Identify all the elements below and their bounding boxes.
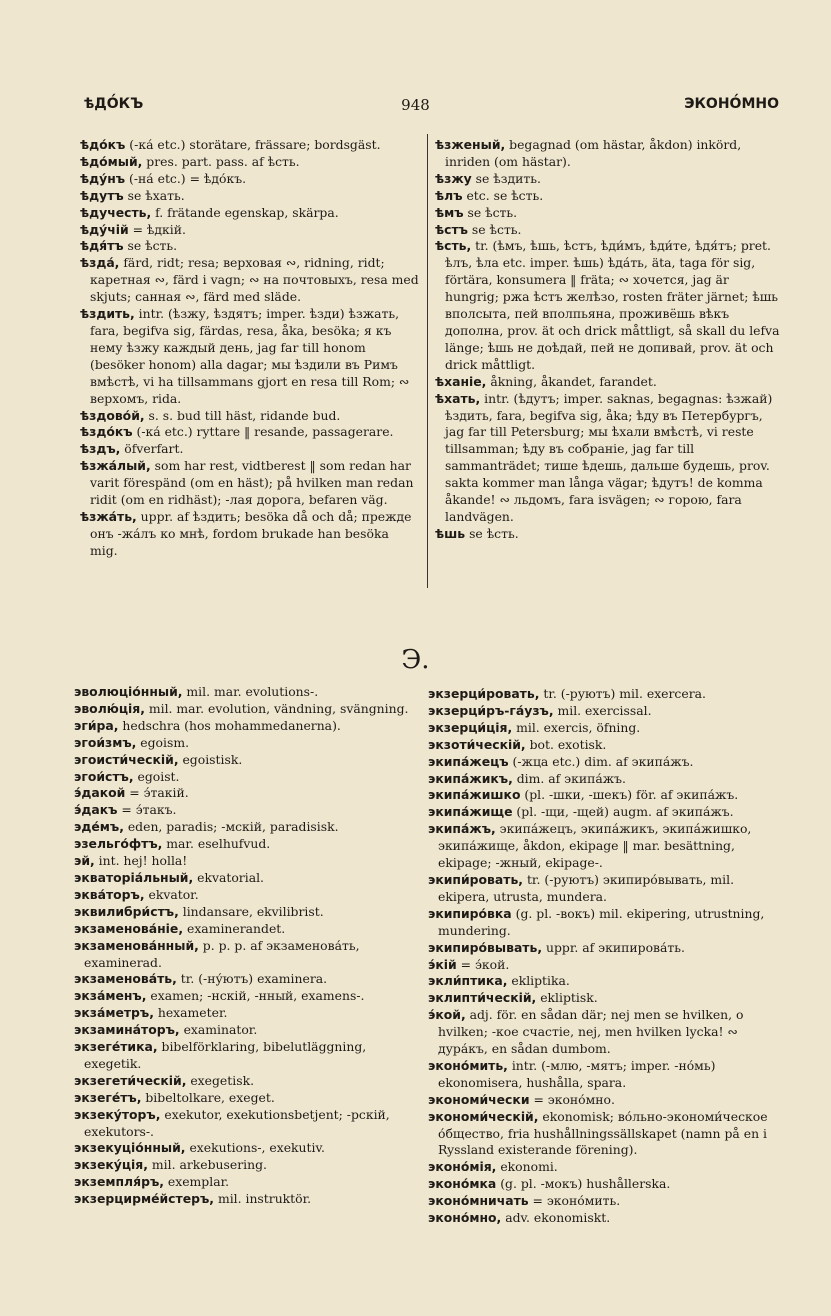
entry-headword: экзаменова́ніе, [74,920,184,936]
dictionary-entry [74,1073,416,1090]
entry-headword: экзеку́ція, [74,1157,148,1173]
entry-headword: экземпля́ръ, [74,1174,164,1190]
entry-headword: ѣдучесть, [80,204,152,220]
entry-definition: hexameter. [153,1005,228,1021]
entry-definition: exekutions-, exekutiv. [185,1140,325,1156]
entry-definition: (-на́ etc.) = ѣдо́къ. [125,170,247,186]
dictionary-entry [428,787,780,804]
entry-definition: = э́кой. [456,956,510,972]
dictionary-entry [428,771,780,788]
entry-headword: экваторіа́льный, [74,869,194,885]
entry-headword: эконо́мно, [428,1210,502,1226]
entry-headword: эконо́мить, [428,1057,508,1073]
dictionary-entry [74,1174,416,1191]
entry-headword: э́кій [428,956,457,972]
entry-headword: ѣздово́й, [80,407,145,423]
entry-headword: экзоти́ческій, [428,736,526,752]
entry-definition: se ѣсть. [467,221,522,237]
entry-definition: uppr. af экипирова́ть. [542,939,685,955]
entry-definition: tr. (-руютъ) mil. exercera. [539,686,706,701]
entry-definition: mil. exercis, öfning. [512,719,641,735]
entry-headword: экзегети́ческій, [74,1072,187,1088]
dictionary-entry [428,872,780,906]
column-divider [427,134,428,588]
entry-definition: examen; -нскій, -нный, examens-. [146,988,365,1004]
entry-headword: экипи́ровать, [428,871,523,887]
entry-headword: экипа́жище [428,804,513,820]
entry-definition: tr. (ѣмъ, ѣшь, ѣстъ, ѣди́мъ, ѣди́те, ѣдя́тъ; pret. ѣлъ, ѣла etc. imper. ѣшь) ѣда́ть, äta, taga för sig, förtära, konsumera ‖ fräta; ∾ хочется, jag är hungrig; ржа ѣстъ желѣзо, rosten fräter järnet; ѣшь вполсыта, пей вполпьяна, проживёшь вѣкъ дополна, prov. ät och drick måttligt, så skall du lefva länge; ѣшь не доѣдай, пей не допивай, prov. ät och drick måttligt. [445,238,780,372]
entry-definition: (g. pl. -вокъ) mil. ekipering, utrustning, mundering. [438,905,765,938]
entry-definition: begagnad (om hästar, åkdon) inkörd, inriden (om hästar). [445,137,742,169]
entry-definition: exegetisk. [186,1072,255,1088]
entry-definition: экипа́жецъ, экипа́жикъ, экипа́жишко, экипа́жище, åkdon, ekipage ‖ mar. besättning, ekipage; -жный, ekipage-. [438,821,752,871]
entry-definition: examinator. [179,1022,258,1038]
entry-definition: ekliptisk. [536,990,598,1006]
entry-headword: экзерци́ровать, [428,686,540,701]
dictionary-entry [74,1090,416,1107]
entry-headword: эволюціо́нный, [74,684,183,699]
dictionary-entry [74,1157,416,1174]
dictionary-entry [74,836,416,853]
dictionary-entry [428,804,780,821]
entry-definition: som har rest, vidtberest ‖ som redan har varit förespänd (om en häst); på hvilken man redan ridit (om en ridhäst); -лая дорога, befaren väg. [90,458,414,508]
dictionary-entry [428,990,780,1007]
entry-definition: adv. ekonomiskt. [501,1210,611,1226]
entry-definition: etc. se ѣсть. [462,187,544,203]
entry-definition: p. p. p. af экзаменова́ть, examinerad. [84,937,360,970]
entry-headword: экзаменова́ть, [74,971,177,987]
dictionary-entry [428,1092,780,1109]
entry-headword: э́кой, [428,1007,466,1023]
entry-headword: ѣмъ [435,204,464,220]
entry-headword: ѣзжа́ть, [80,508,137,524]
column-bottom-left [74,684,416,1208]
entry-definition: mil. mar. evolutions-. [182,684,319,699]
entry-headword: эволю́ція, [74,700,145,716]
entry-headword: эконо́мка [428,1176,497,1192]
dictionary-entry [80,458,420,509]
entry-definition: dim. af экипа́жъ. [512,770,626,786]
dictionary-entry [80,255,420,306]
entry-headword: эде́мъ, [74,819,124,835]
dictionary-entry [80,222,420,239]
dictionary-entry [428,906,780,940]
entry-definition: ekonomi. [496,1159,558,1175]
entry-headword: экзерцирме́йстеръ, [74,1191,214,1207]
entry-definition: egoist. [133,768,180,784]
dictionary-entry [80,306,420,407]
entry-definition: bibeltolkare, exeget. [141,1089,275,1105]
page-number: 948 [401,96,430,114]
column-top-left [80,137,420,560]
dictionary-entry [428,737,780,754]
dictionary-entry [74,988,416,1005]
dictionary-entry [80,238,420,255]
running-head-left: ѣДО́КЪ [84,96,144,112]
dictionary-entry [74,1022,416,1039]
entry-definition: pres. part. pass. af ѣсть. [142,153,300,169]
dictionary-entry [435,391,783,526]
dictionary-entry [435,188,783,205]
entry-definition: = э́такій. [125,785,189,801]
dictionary-entry [74,1005,416,1022]
dictionary-entry [74,887,416,904]
entry-definition: ekliptika. [507,973,570,989]
dictionary-entry [80,408,420,425]
dictionary-entry [428,1058,780,1092]
dictionary-entry [74,701,416,718]
dictionary-entry [80,205,420,222]
dictionary-entry [80,509,420,560]
entry-definition: (-жца etc.) dim. af экипа́жъ. [508,753,694,769]
entry-headword: ѣздъ, [80,441,121,457]
entry-definition: bot. exotisk. [525,736,607,752]
entry-headword: ѣзжа́лый, [80,458,151,474]
dictionary-entry [428,1193,780,1210]
dictionary-entry [80,137,420,154]
dictionary-entry [74,819,416,836]
dictionary-entry [80,441,420,458]
dictionary-entry [428,686,780,703]
entry-headword: экипа́жишко [428,787,521,803]
entry-headword: экипиро́вывать, [428,939,543,955]
entry-headword: эзельго́фтъ, [74,836,163,852]
entry-headword: ѣзжу [435,170,472,186]
entry-definition: int. hej! holla! [94,853,188,869]
entry-definition: hedschra (hos mohammedanerna). [118,717,341,733]
entry-headword: эконо́мничать [428,1193,529,1209]
dictionary-entry [428,703,780,720]
dictionary-entry [74,785,416,802]
dictionary-entry [74,1107,416,1141]
dictionary-entry [74,938,416,972]
entry-definition: ekvator. [144,886,199,902]
dictionary-entry [74,802,416,819]
entry-headword: э́дакъ [74,802,118,818]
entry-headword: эй, [74,853,95,869]
dictionary-entry [428,1176,780,1193]
dictionary-entry [74,904,416,921]
entry-headword: экзеге́тъ, [74,1089,142,1105]
entry-definition: intr. (-млю, -мятъ; imper. -но́мь) ekonomisera, hushålla, spara. [438,1057,716,1090]
entry-headword: ѣшь [435,525,466,541]
entry-headword: экли́птика, [428,973,508,989]
entry-headword: экипа́жикъ, [428,770,513,786]
entry-definition: tr. (-ну́ютъ) examinera. [176,971,328,987]
entry-headword: экзамина́торъ, [74,1022,180,1038]
dictionary-entry [428,1210,780,1227]
entry-definition: f. frätande egenskap, skärpa. [151,204,339,220]
entry-definition: se ѣсть. [123,238,178,254]
dictionary-entry [428,821,780,872]
dictionary-entry [74,718,416,735]
entry-headword: эклипти́ческій, [428,990,537,1006]
entry-definition: mar. eselhufvud. [162,836,271,852]
entry-definition: se ѣздить. [471,170,541,186]
entry-definition: se ѣхать. [123,187,185,203]
entry-headword: экза́метръ, [74,1005,154,1021]
entry-definition: åkning, åkandet, farandet. [486,373,657,389]
entry-definition: se ѣсть. [465,525,519,541]
dictionary-entry [435,526,783,543]
entry-headword: ѣдо́мый, [80,153,143,169]
entry-definition: mil. instruktör. [214,1191,312,1207]
dictionary-entry [428,1109,780,1160]
entry-headword: ѣхать, [435,390,481,406]
entry-definition: lindansare, ekvilibrist. [178,903,324,919]
entry-headword: ѣдо́къ [80,137,126,152]
dictionary-entry [74,921,416,938]
entry-headword: эгоисти́ческій, [74,751,179,767]
entry-headword: экипа́жъ, [428,821,496,837]
dictionary-entry [80,171,420,188]
dictionary-entry [435,205,783,222]
entry-headword: ѣдя́тъ [80,238,124,254]
entry-headword: ѣсть, [435,238,472,254]
dictionary-entry [428,940,780,957]
entry-headword: ѣзженый, [435,137,506,152]
entry-definition: ekvatorial. [193,869,264,885]
dictionary-entry [74,735,416,752]
entry-headword: экономи́ческій, [428,1108,539,1124]
dictionary-entry [74,769,416,786]
entry-definition: = эконо́мить. [528,1193,621,1209]
entry-definition: exemplar. [163,1174,230,1190]
dictionary-entry [428,1159,780,1176]
entry-definition: adj. för. en sådan där; nej men se hvilken, o hvilken; -кое счастіе, nej, men hvilken lycka! ∾ дура́къ, en sådan dumbom. [438,1007,744,1057]
dictionary-entry [74,1039,416,1073]
dictionary-entry [74,752,416,769]
entry-definition: bibelförklaring, bibelutläggning, exegetik. [84,1039,367,1071]
dictionary-entry [428,1007,780,1058]
entry-definition: egoism. [136,734,190,750]
entry-headword: экза́менъ, [74,988,147,1004]
entry-headword: экзерци́ція, [428,719,513,735]
dictionary-entry [74,1140,416,1157]
entry-headword: ѣзда́, [80,255,120,271]
entry-definition: intr. (ѣзжу, ѣздятъ; imper. ѣзди) ѣзжать, fara, begifva sig, färdas, resa, åka, besöka; я къ нему ѣзжу каждый день, jag far till honom (besöker honom) alla dagar; мы ѣздили въ Римъ вмѣстѣ, vi ha tillsammans gjort en resa till Rom; ∾ верхомъ, rida. [90,306,410,406]
entry-definition: = эконо́мно. [529,1091,615,1107]
entry-headword: экзерци́ръ-га́узъ, [428,702,554,718]
section-letter: Э. [401,645,430,675]
running-head-right: ЭКОНО́МНО [684,96,779,112]
entry-headword: ѣстъ [435,221,468,237]
dictionary-entry [80,424,420,441]
entry-definition: examinerandet. [183,920,286,936]
dictionary-entry [435,374,783,391]
entry-headword: ѣду́нъ [80,170,126,186]
entry-definition: intr. (ѣдутъ; imper. saknas, begagnas: ѣзжай) ѣздить, fara, begifva sig, åka; ѣду въ Петербургъ, jag far till Petersburg; мы ѣхали вмѣстѣ, vi reste tillsamman; ѣду въ собраніе, jag far till sammanträdet; тише ѣдешь, дальше будешь, prov. sakta kommer man långa vägar; ѣдутъ! de komma åkande! ∾ льдомъ, fara isvägen; ∾ горою, fara landvägen. [445,390,773,524]
dictionary-entry [435,238,783,373]
dictionary-entry [74,971,416,988]
entry-headword: ѣздо́къ [80,424,133,440]
entry-headword: ѣлъ [435,187,463,203]
dictionary-entry [435,171,783,188]
entry-headword: э́дакой [74,785,126,801]
entry-definition: se ѣсть. [463,204,518,220]
entry-definition: ekonomisk; во́льно-экономи́ческое о́бщество, fria hushållningssällskapet (namn på en i Ryssland existerande förening). [438,1108,768,1158]
entry-headword: эгои́змъ, [74,734,137,750]
entry-definition: färd, ridt; resa; верховая ∾, ridning, ridt; каретная ∾, färd i vagn; ∾ на почтовыхъ, resa med skjuts; санная ∾, färd med släde. [90,255,419,305]
column-top-right [435,137,783,543]
entry-definition: tr. (-руютъ) экипиро́вывать, mil. ekipera, utrusta, mundera. [438,871,735,904]
dictionary-entry [428,957,780,974]
entry-definition: = ѣдкій. [128,221,186,237]
dictionary-entry [435,137,783,171]
entry-headword: ѣду́чій [80,221,129,237]
column-bottom-right [428,686,780,1227]
entry-headword: эквилибри́стъ, [74,903,179,919]
entry-headword: эконо́мія, [428,1159,497,1175]
entry-headword: эква́торъ, [74,886,145,902]
dictionary-entry [80,154,420,171]
dictionary-entry [74,853,416,870]
dictionary-entry [74,870,416,887]
entry-headword: экзеге́тика, [74,1039,158,1055]
entry-headword: ѣдутъ [80,187,124,203]
entry-definition: mil. arkebusering. [147,1157,267,1173]
entry-headword: ѣханіе, [435,373,487,389]
dictionary-entry [74,1191,416,1208]
entry-definition: egoistisk. [178,751,243,767]
entry-definition: uppr. af ѣздить; besöka då och då; прежде онъ -жа́лъ ко мнѣ, fordom brukade han besöka mig. [90,508,412,558]
entry-definition: (-ка́ etc.) ryttare ‖ resande, passagerare. [132,424,394,440]
dictionary-entry [428,754,780,771]
dictionary-entry [435,222,783,239]
entry-headword: экономи́чески [428,1091,530,1107]
dictionary-entry [428,720,780,737]
entry-definition: (pl. -шки, -шекъ) för. af экипа́жъ. [520,787,739,803]
entry-headword: экзеку́торъ, [74,1106,161,1122]
entry-definition: exekutor, exekutionsbetjent; -рскій, exekutors-. [84,1106,390,1139]
entry-definition: mil. exercissal. [553,702,652,718]
dictionary-entry [80,188,420,205]
entry-headword: экипиро́вка [428,905,512,921]
entry-headword: эгои́стъ, [74,768,134,784]
entry-definition: (-ка́ etc.) storätare, frässare; bordsgäst. [125,137,381,152]
entry-headword: экзаменова́нный, [74,937,199,953]
entry-definition: mil. mar. evolution, vändning, svängning. [144,700,409,716]
dictionary-entry [428,973,780,990]
entry-definition: eden, paradis; -мскій, paradisisk. [123,819,339,835]
entry-definition: öfverfart. [120,441,184,457]
entry-headword: экзекуціо́нный, [74,1140,186,1156]
entry-definition: s. s. bud till häst, ridande bud. [144,407,341,423]
entry-definition: = э́такъ. [117,802,177,818]
dictionary-entry [74,684,416,701]
entry-definition: (pl. -щи, -щей) augm. af экипа́жъ. [512,804,734,820]
entry-headword: эги́ра, [74,717,119,733]
entry-definition: (g. pl. -мокъ) hushållerska. [496,1176,671,1192]
entry-headword: ѣздить, [80,306,135,322]
entry-headword: экипа́жецъ [428,753,509,769]
